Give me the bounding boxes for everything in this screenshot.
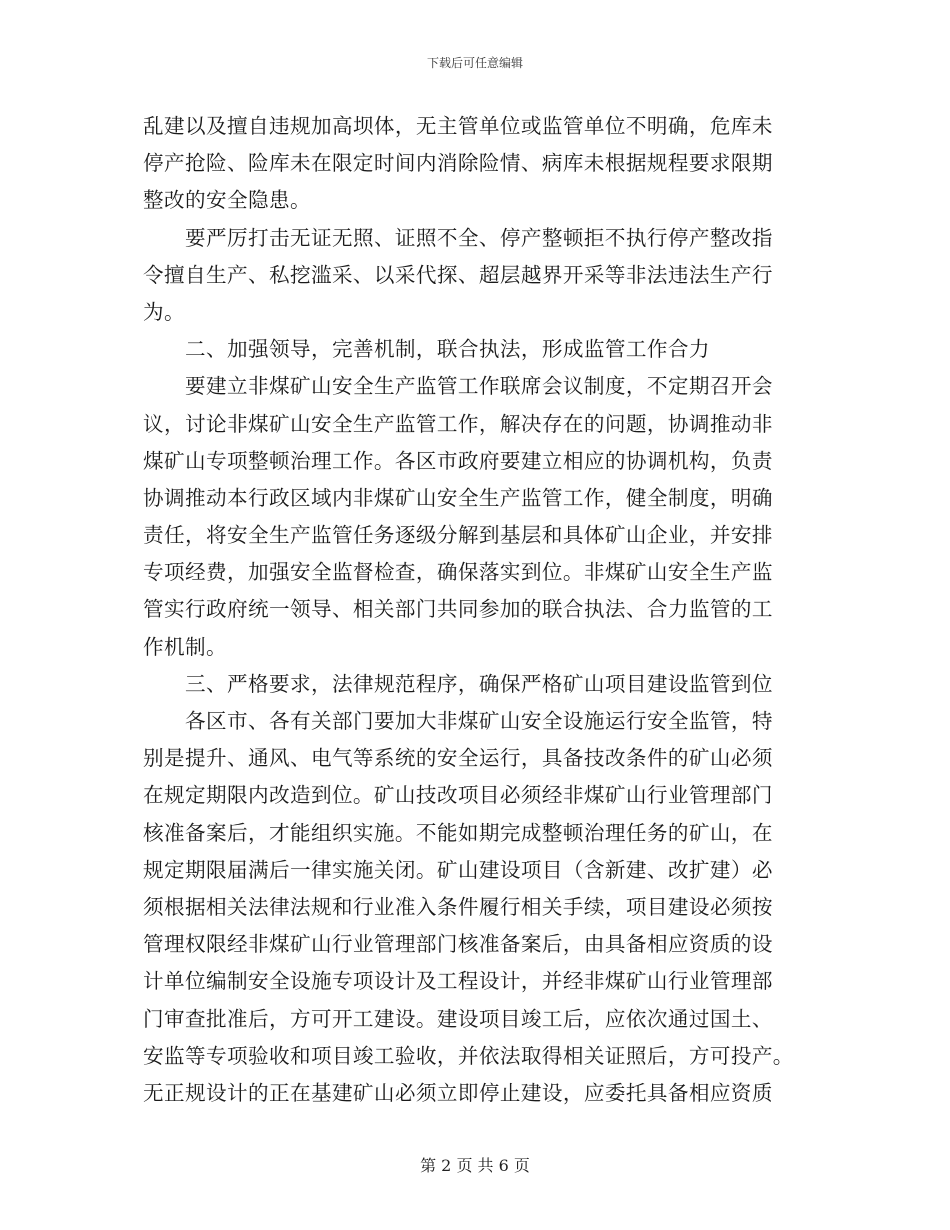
page-header: 下载后可任意编辑 [426, 56, 523, 70]
text-line: 无正规设计的正在基建矿山必须立即停止建设，应委托具备相应资质 [143, 1080, 773, 1105]
document-body [143, 108, 805, 1112]
text-line: 责任，将安全生产监管任务逐级分解到基层和具体矿山企业，并安排 [143, 523, 773, 548]
text-line: 令擅自生产、私挖滥采、以采代探、超层越界开采等非法违法生产行 [143, 262, 773, 287]
text-line: 整改的安全隐患。 [143, 188, 311, 213]
text-line: 须根据相关法律法规和行业准入条件履行相关手续，项目建设必须按 [143, 894, 773, 919]
page-footer: 第 2 页 共 6 页 [420, 1156, 530, 1175]
text-line: 二、加强领导，完善机制，联合执法，形成监管工作合力 [185, 337, 710, 362]
text-line: 议，讨论非煤矿山安全生产监管工作，解决存在的问题，协调推动非 [143, 411, 773, 436]
text-line: 三、严格要求，法律规范程序，确保严格矿山项目建设监管到位 [185, 671, 773, 696]
text-line: 要严厉打击无证无照、证照不全、停产整顿拒不执行停产整改指 [185, 225, 773, 250]
text-line: 各区市、各有关部门要加大非煤矿山安全设施运行安全监管，特 [185, 709, 773, 733]
text-line: 煤矿山专项整顿治理工作。各区市政府要建立相应的协调机构，负责 [143, 448, 773, 473]
text-line: 乱建以及擅自违规加高坝体，无主管单位或监管单位不明确，危库未 [143, 114, 773, 138]
text-line: 规定期限届满后一律实施关闭。矿山建设项目（含新建、改扩建）必 [143, 857, 773, 882]
text-line: 门审查批准后，方可开工建设。建设项目竣工后，应依次通过国土、 [143, 1006, 773, 1031]
text-line: 协调推动本行政区域内非煤矿山安全生产监管工作，健全制度，明确 [143, 485, 773, 510]
text-line: 别是提升、通风、电气等系统的安全运行，具备技改条件的矿山必须 [143, 746, 773, 771]
text-line: 在规定期限内改造到位。矿山技改项目必须经非煤矿山行业管理部门 [143, 783, 773, 808]
text-line: 管实行政府统一领导、相关部门共同参加的联合执法、合力监管的工 [143, 597, 773, 622]
text-line: 为。 [143, 299, 185, 324]
text-line: 核准备案后，才能组织实施。不能如期完成整顿治理任务的矿山，在 [143, 820, 773, 845]
text-line: 专项经费，加强安全监督检查，确保落实到位。非煤矿山安全生产监 [143, 560, 773, 585]
text-line: 计单位编制安全设施专项设计及工程设计，并经非煤矿山行业管理部 [143, 969, 773, 994]
text-line: 要建立非煤矿山安全生产监管工作联席会议制度，不定期召开会 [185, 374, 773, 399]
text-line: 作机制。 [143, 634, 227, 659]
text-line: 管理权限经非煤矿山行业管理部门核准备案后，由具备相应资质的设 [143, 932, 773, 957]
text-line: 安监等专项验收和项目竣工验收，并依法取得相关证照后，方可投产。 [143, 1043, 794, 1068]
text-line: 停产抢险、险库未在限定时间内消除险情、病库未根据规程要求限期 [143, 151, 773, 176]
